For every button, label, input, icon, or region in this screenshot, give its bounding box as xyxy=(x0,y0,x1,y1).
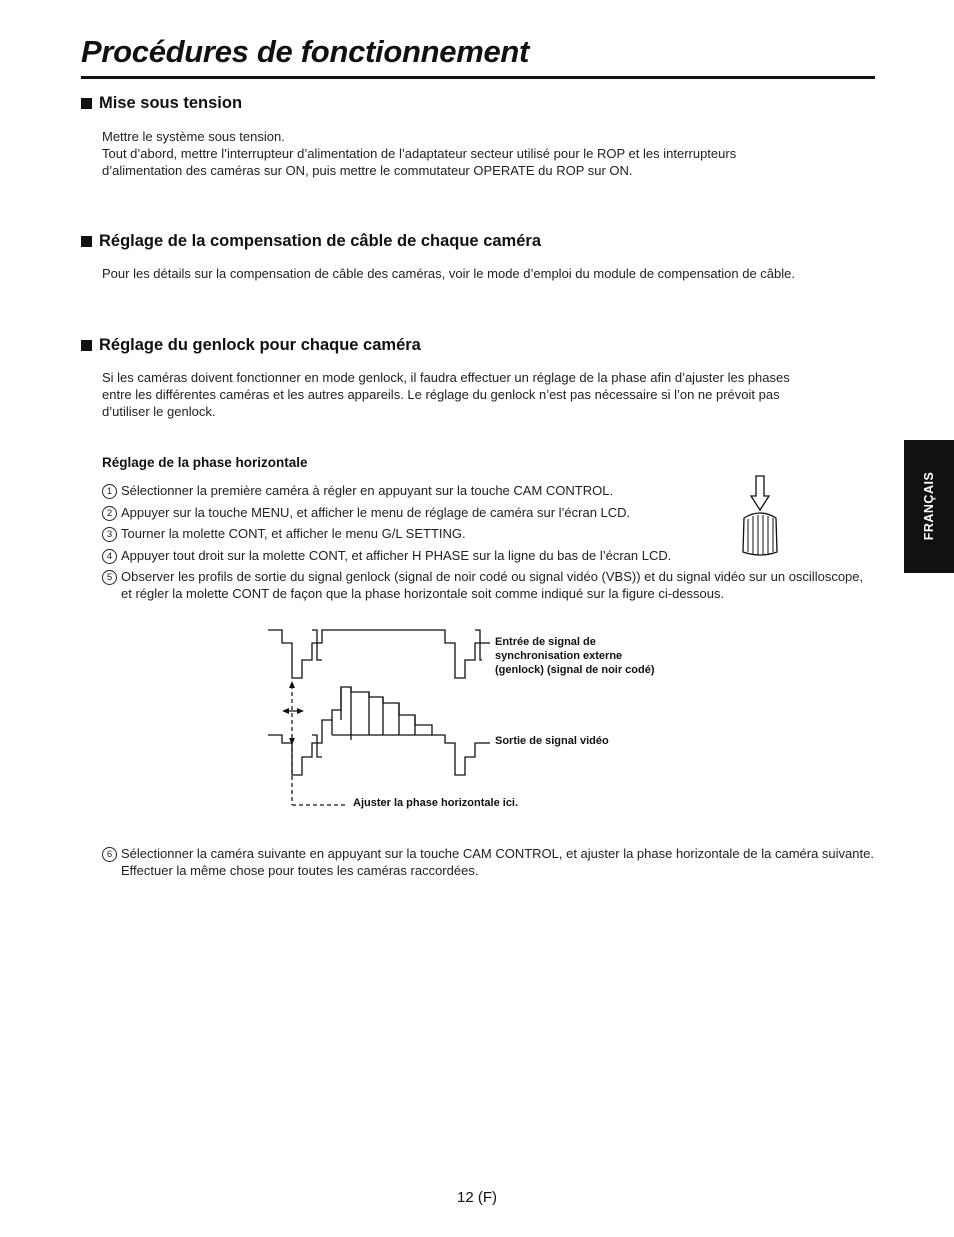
list-item: 3 Tourner la molette CONT, et afficher le menu G/L SETTING. xyxy=(102,525,877,542)
page-number: 12 (F) xyxy=(456,1189,497,1206)
list-item: 5 Observer les profils de sortie du signal genlock (signal de noir codé ou signal vidéo (VBS)) et du signal vidéo sur un oscilloscope, et régler la molette CONT de façon que la phase horizontale soit comme indiqué sur la figure ci-dessous. xyxy=(102,568,877,602)
genlock-waveform xyxy=(268,630,482,678)
section-2-text: Pour les détails sur la compensation de câble des caméras, voir le mode d’emploi du module de compensation de câble. xyxy=(102,266,795,281)
language-tab-label: FRANÇAIS xyxy=(922,471,936,541)
square-bullet-icon xyxy=(81,340,92,351)
language-tab xyxy=(904,440,954,573)
step-number: 5 xyxy=(102,570,117,585)
section-1-text: Mettre le système sous tension. Tout d’abord, mettre l’interrupteur d’alimentation de l’adaptateur secteur utilisé pour le ROP et les interrupteurs d’alimentation des caméras sur ON, puis mettre le commutateur OPERATE du ROP sur ON. xyxy=(102,129,737,178)
list-item: 4 Appuyer tout droit sur la molette CONT, et afficher H PHASE sur la ligne du bas de l’écran LCD. xyxy=(102,547,877,564)
video-output-label: Sortie de signal vidéo xyxy=(495,735,609,747)
step-number: 3 xyxy=(102,527,117,542)
video-waveform xyxy=(268,687,482,775)
section-3-text: Si les caméras doivent fonctionner en mode genlock, il faudra effectuer un réglage de la phase afin d’ajuster les phases entre les différentes caméras et les autres appareils. Le réglage du genlock n’est pas nécessaire si l’on ne prévoit pas d’utiliser le genlock. xyxy=(102,370,790,419)
step-number: 6 xyxy=(102,847,117,862)
step-6 xyxy=(102,845,877,884)
adjust-phase-label: Ajuster la phase horizontale ici. xyxy=(353,797,519,809)
section-heading-compensation-cable: Réglage de la compensation de câble de chaque caméra xyxy=(81,232,541,251)
section-heading-mise-sous-tension: Mise sous tension xyxy=(81,94,242,113)
square-bullet-icon xyxy=(81,98,92,109)
subheading-phase-horizontale: Réglage de la phase horizontale xyxy=(102,455,308,470)
list-item: 6 Sélectionner la caméra suivante en appuyant sur la touche CAM CONTROL, et ajuster la phase horizontale de la caméra suivante. Effectuer la même chose pour toutes les caméras raccordées. xyxy=(102,845,877,879)
list-item: 2 Appuyer sur la touche MENU, et afficher le menu de réglage de caméra sur l’écran LCD. xyxy=(102,504,877,521)
square-bullet-icon xyxy=(81,236,92,247)
step-number: 2 xyxy=(102,506,117,521)
list-item: 1 Sélectionner la première caméra à régler en appuyant sur la touche CAM CONTROL. xyxy=(102,482,877,499)
step-number: 4 xyxy=(102,549,117,564)
waveform-diagram xyxy=(265,625,505,815)
step-number: 1 xyxy=(102,484,117,499)
genlock-input-label: Entrée de signal de synchronisation externe (genlock) (signal de noir codé) xyxy=(495,636,655,676)
title-rule xyxy=(81,76,875,79)
page-title: Procédures de fonctionnement xyxy=(81,34,530,69)
cont-knob-icon xyxy=(738,474,782,560)
section-heading-genlock: Réglage du genlock pour chaque caméra xyxy=(81,336,421,355)
